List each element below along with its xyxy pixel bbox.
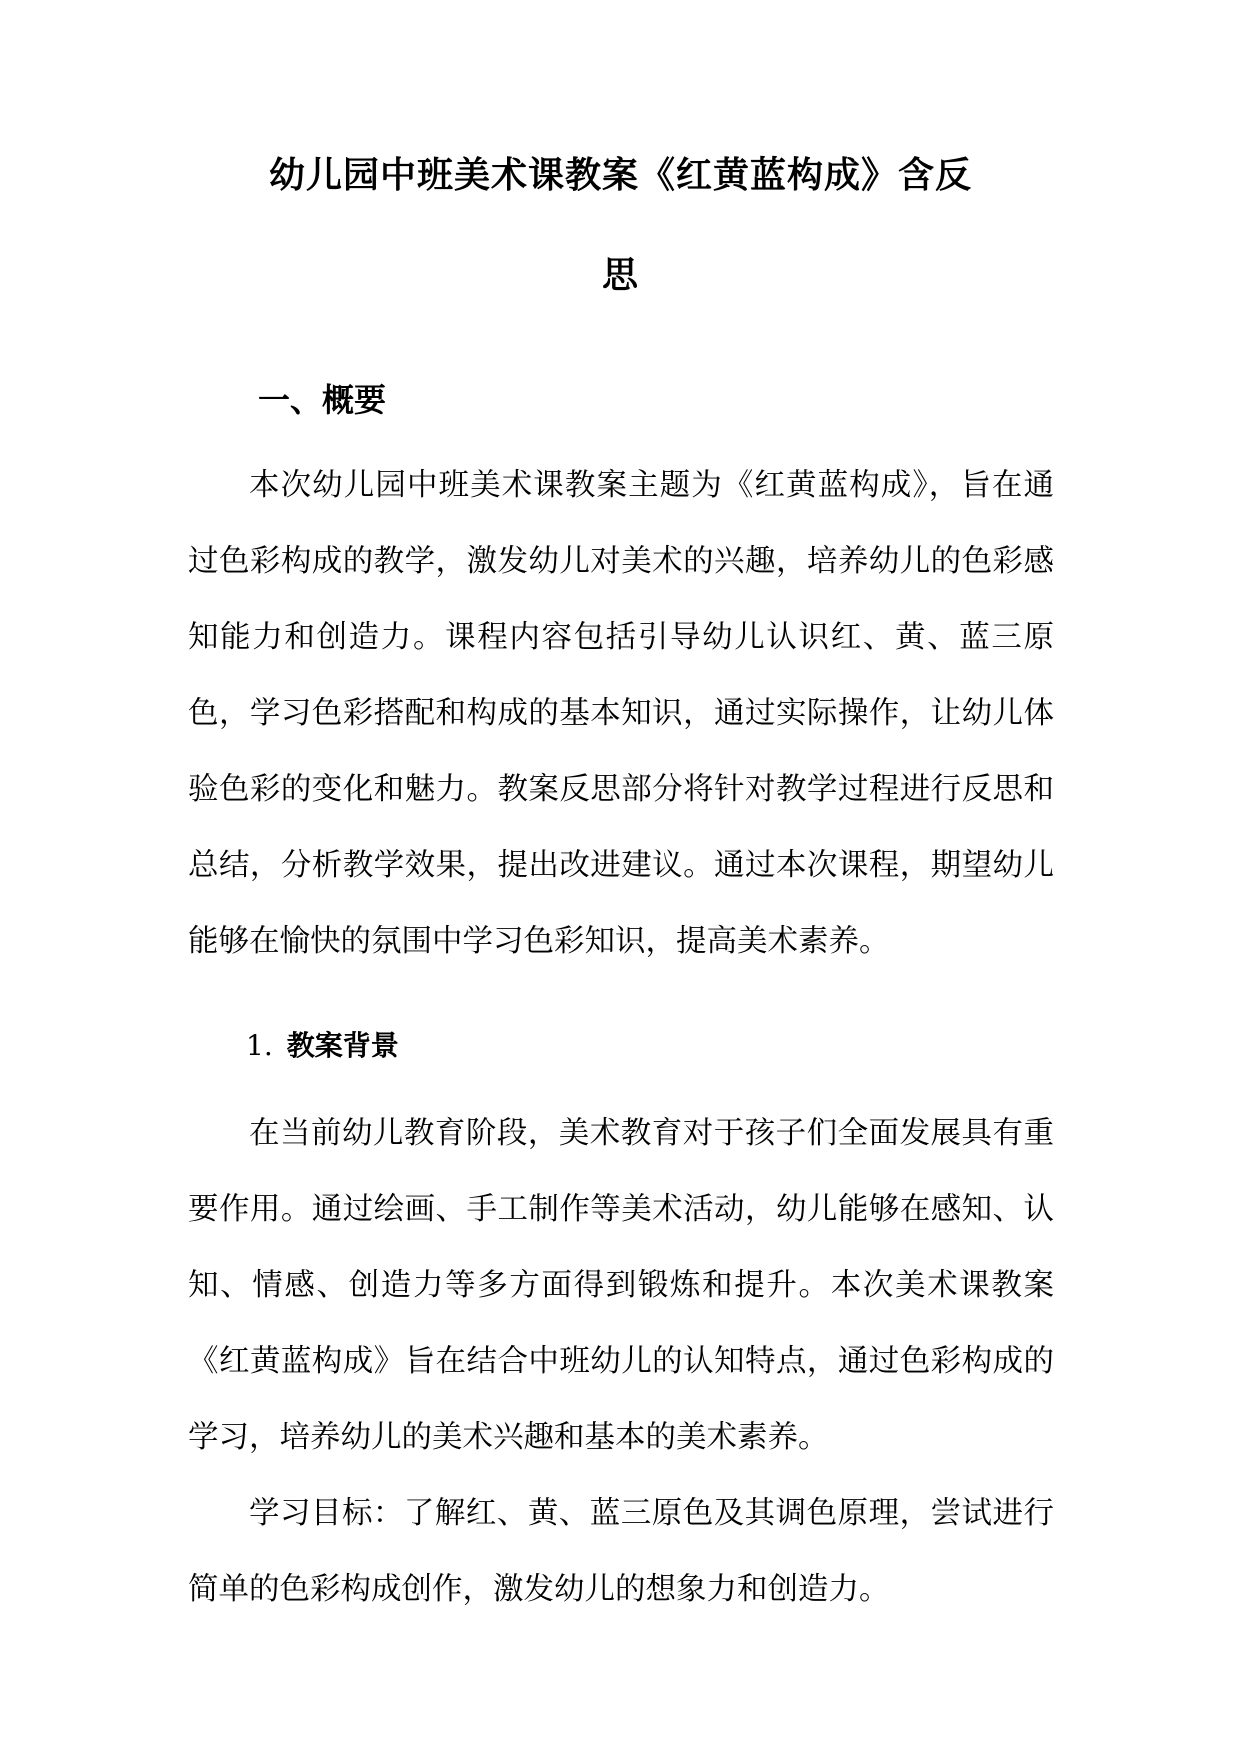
overview-paragraph: 本次幼儿园中班美术课教案主题为《红黄蓝构成》，旨在通过色彩构成的教学，激发幼儿对美术的兴趣，培养幼儿的色彩感知能力和创造力。课程内容包括引导幼儿认识红、黄、蓝三原色，学习色彩搭配和构成的基本知识，通过实际操作，让幼儿体验色彩的变化和魅力。教案反思部分将针对教学过程进行反思和总结，分析教学效果，提出改进建议。通过本次课程，期望幼儿能够在愉快的氛围中学习色彩知识，提高美术素养。 [188, 468, 1054, 959]
background-paragraph: 在当前幼儿教育阶段，美术教育对于孩子们全面发展具有重要作用。通过绘画、手工制作等美术活动，幼儿能够在感知、认知、情感、创造力等多方面得到锻炼和提升。本次美术课教案《红黄蓝构成》旨在结合中班幼儿的认知特点，通过色彩构成的学习，培养幼儿的美术兴趣和基本的美术素养。 [188, 1116, 1054, 1455]
subsection-number: 1. [246, 1029, 273, 1062]
document-title-line-1: 幼儿园中班美术课教案《红黄蓝构成》含反 [268, 155, 972, 196]
learning-goals-paragraph: 学习目标：了解红、黄、蓝三原色及其调色原理，尝试进行简单的色彩构成创作，激发幼儿的想象力和创造力。 [188, 1496, 1054, 1607]
subsection-title: 教案背景 [286, 1029, 399, 1062]
section-heading-overview: 一、概要 [258, 381, 387, 419]
subsection-heading-background [246, 1028, 399, 1064]
document-title-line-2: 思 [601, 255, 639, 296]
